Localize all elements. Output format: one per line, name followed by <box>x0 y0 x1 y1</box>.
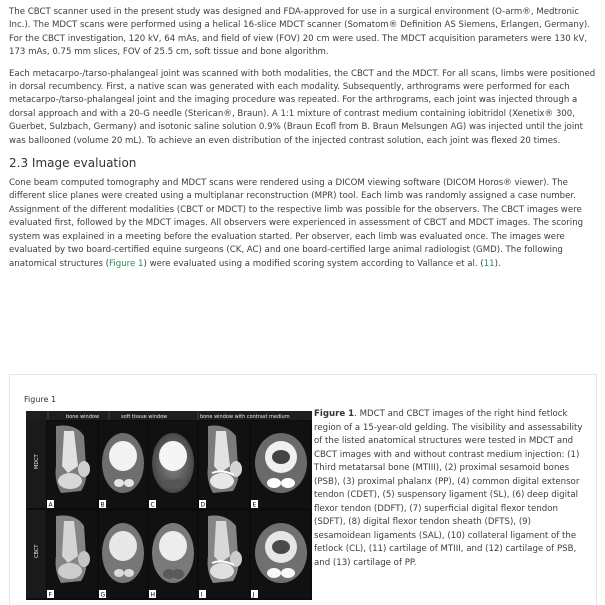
ct-image-grid <box>26 411 312 600</box>
column-header: bone window <box>66 414 100 420</box>
paragraph-text: Cone beam computed tomography and MDCT scans were rendered using a DICOM viewing software (DICOM Horos® viewer). The different slice planes were created using a multiplanar reconstruction (MPR) tool. Each limb was randomly assigned a case number. Assignment of the different modalities (CBCT or MDCT) to the respective limb was possible for the observers. The CBCT images were evaluated first, followed by the MDCT images. All observers were experienced in assessment of CBCT and MDCT images. The scoring system was explained in a meeting before the evaluation started. Per observer, each limb was evaluated once. The images were evaluated by two board-certified equine surgeons (CK, AC) and one board-certified large animal radiologist (GMD). The following anatomical structures ( <box>9 178 584 269</box>
panel-letter: J <box>252 591 255 599</box>
panel-j <box>251 511 311 598</box>
caption-text: . MDCT and CBCT images of the right hind fetlock region of a 15-year-old gelding. The visibility and assessability of the listed anatomical structures were tested in MDCT and CBCT images with and without contrast medium injection: (1) Third metatarsal bone (MTIII), (2) proximal sesamoid bones (PSB), (3) proximal phalanx (PP), (4) common digital extensor tendon (CDET), (5) suspensory ligament (SL), (6) deep digital flexor tendon (DDFT), (7) superficial digital flexor tendon (SDFT), (8) digital flexor tendon sheath (DFTS), (9) sesamoidean ligaments (SAL), (10) collateral ligament of the fetlock (CL), (11) cartilage of MTIII, and (12) cartilage of PSB, and (13) cartilage of PP. <box>314 409 583 568</box>
figure-image[interactable] <box>26 411 312 600</box>
panel-letter: F <box>48 591 52 599</box>
paragraph-text: ) were evaluated using a modified scoring system according to Vallance et al. ( <box>143 258 484 269</box>
panel-letter: H <box>150 591 156 599</box>
figure-label: Figure 1 <box>24 395 57 404</box>
panel-f <box>47 511 97 598</box>
figure-caption <box>314 408 590 570</box>
panel-letter: G <box>100 591 106 599</box>
panel-d <box>199 421 249 508</box>
paragraph-image-evaluation <box>9 177 597 271</box>
panel-letter: C <box>150 501 155 509</box>
figure-container <box>9 374 597 605</box>
paragraph-scanner: The CBCT scanner used in the present study was designed and FDA-approved for use in a surgical environment (O-arm®, Medtronic Inc.). The MDCT scans were performed using a helical 16-slice MDCT scanner (Somatom® Definition AS Siemens, Erlangen, Germany). For the CBCT investigation, 120 kV, 64 mAs, and field of view (FOV) 20 cm were used. The MDCT acquisition parameters were 130 kV, 173 mAs, 0.75 mm slices, FOV of 25.5 cm, soft tissue and bone algorithm. <box>9 7 591 58</box>
panel-letter: D <box>200 501 206 509</box>
panel-letter: B <box>100 501 105 509</box>
reference-11-link[interactable]: 11 <box>483 258 495 269</box>
column-header: soft tissue window <box>121 414 168 420</box>
panel-g <box>99 511 147 598</box>
panel-h <box>149 511 197 598</box>
paragraph-text: ). <box>494 258 501 269</box>
article-body <box>9 6 597 279</box>
panel-letter: I <box>200 591 203 599</box>
panel-letter: E <box>252 501 257 509</box>
panel-letter: A <box>48 501 53 509</box>
paragraph-procedure: Each metacarpo-/tarso-phalangeal joint was scanned with both modalities, the CBCT and the MDCT. For all scans, limbs were positioned in dorsal recumbency. First, a native scan was generated with each modality. Subsequently, arthrograms were performed for each metacarpo-/tarso-phalangeal joint and the imaging procedure was repeated. For the arthrograms, each joint was injected through a dorsal approach and with a 20-G needle (Sterican®, Braun). A 1:1 mixture of contrast medium containing iobitridol (Xenetix® 300, Guerbet, Sulzbach, Germany) and isotonic saline solution 0.9% (Braun Ecofl from B. Braun Melsungen AG) was injected until the joint was ballooned (volume 20 mL). To achieve an even distribution of the injected contrast solution, each joint was flexed 20 times. <box>9 68 596 146</box>
caption-label: Figure 1 <box>314 409 355 419</box>
panel-b <box>99 421 147 508</box>
column-header: bone window with contrast medium <box>200 414 290 420</box>
figure-1-link[interactable]: Figure 1 <box>109 258 144 269</box>
panel-a <box>47 421 97 508</box>
row-label-cbct: CBCT <box>34 544 40 558</box>
panel-c <box>149 421 197 508</box>
panel-e <box>251 421 311 508</box>
panel-i <box>199 511 249 598</box>
section-heading: 2.3 Image evaluation <box>9 156 137 171</box>
row-label-mdct: MDCT <box>34 454 40 469</box>
